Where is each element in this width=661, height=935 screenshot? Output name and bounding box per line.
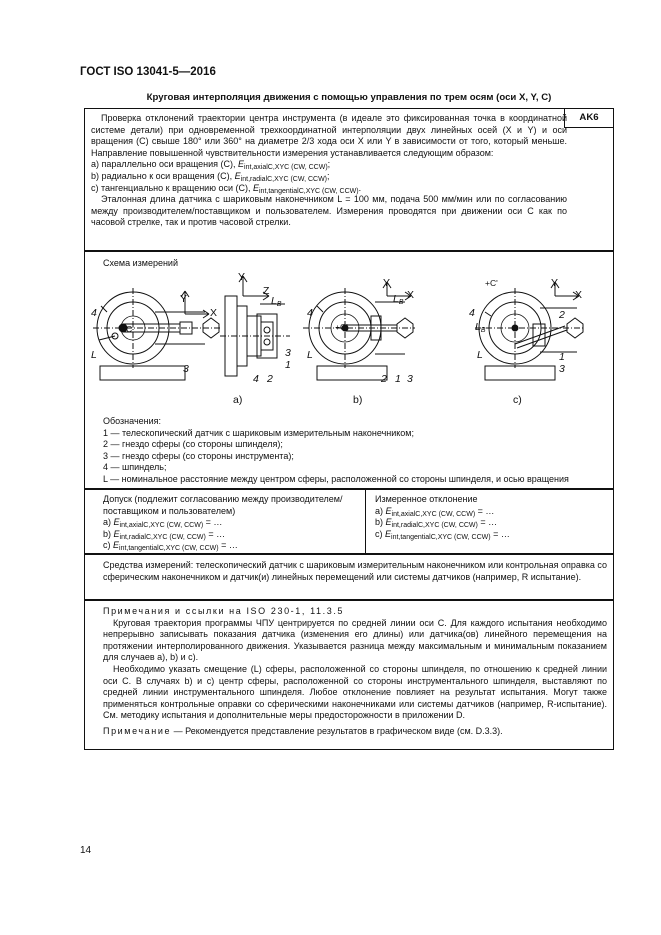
legend-item: L — номинальное расстояние между центром сферы, расположенной со стороны шпинделя, и осью вращения (103, 473, 569, 484)
legend-title: Обозначения: (103, 416, 162, 426)
diagram-box (84, 251, 614, 489)
label-1-b: 1 (395, 373, 401, 385)
tolerance-title: Допуск (подлежит согласованию между производителем/поставщиком и пользователем) (103, 494, 343, 516)
label-3-b: 3 (407, 373, 413, 385)
label-lb-c: $L_B$ (475, 321, 486, 334)
measured-item-c: c) $E_{int,tangentialC,XYC (CW, CCW)}$ = … (375, 528, 510, 541)
notes-para-2: Необходимо указать смещение (L) сферы, расположенной со стороны шпинделя, по отношению к средней линии оси C. В случаях b) и c) центр сферы, расположенной со стороны инструментального шпинделя, выставляют по средней линии инструментального шпинделя. Любое отклонение повлияет на результат испытания. Могут также применяться контрольные оправки со сферическими наконечниками или системы датчиков (например, R-испытание). См. методику испытания и дополнительные меры предосторожности в приложении D. (103, 663, 607, 721)
note-line (103, 726, 607, 738)
notes-para-1: Круговая траектория программы ЧПУ центрируется по средней линии оси C. Для каждого испытания необходимо непрерывно записывать показания датчика (изменения его длины) или датчика(ов) линейного перемещения на протяжении интерполированного движения. Указывается разница между максимальным и минимальным показанием для случаев a), b) и c). (103, 617, 607, 663)
direction-item-c: c) тангенциально к вращению оси (C), $E_{int,tangentialC,XYC (CW, CCW)}$. (91, 182, 362, 195)
label-4-c: 4 (469, 307, 475, 319)
label-3-a: 3 (183, 363, 189, 375)
notes-content (103, 606, 607, 738)
label-axis-x-c: X (575, 289, 583, 301)
figure-c-drawing (475, 282, 585, 380)
label-axis-y-b: Y (383, 277, 391, 289)
test-description (91, 113, 567, 229)
label-3-c: 3 (559, 363, 565, 375)
legend-item: 1 — телескопический датчик с шариковым измерительным наконечником; (103, 427, 414, 438)
measurement-diagram (85, 266, 613, 411)
label-4-b: 4 (307, 307, 313, 319)
note-label: Примечание (103, 725, 172, 736)
notes-heading: Примечания и ссылки на ISO 230-1, 11.3.5 (103, 606, 345, 616)
label-1-side: 1 (285, 359, 291, 371)
description-para: Проверка отклонений траектории центра инструмента (в идеале это фиксированная точка в координатной системе детали) при одновременной трехкоординатной интерполяции двух линейных осей (X и Y) и оси вращения (C) свыше 180° или 360° на диаметре 2/3 хода оси X или Y в зависимости от того, который меньше. Направление повышенной чувствительности измерения устанавливается следующим образом: (91, 113, 567, 158)
measured-item-b: b) $E_{int,radialC,XYC (CW, CCW)}$ = … (375, 517, 498, 530)
tolerance-item-c: c) $E_{int,tangentialC,XYC (CW, CCW)}$ = … (103, 540, 238, 553)
test-description-box (84, 108, 614, 251)
side-view-drawing (220, 276, 290, 376)
measured-column (375, 494, 605, 540)
label-l-b: L (307, 349, 313, 361)
legend-item: 4 — шпиндель; (103, 462, 167, 473)
label-c-a: +C' (121, 324, 134, 334)
column-divider (365, 490, 366, 553)
figure-a-drawing (93, 288, 220, 380)
label-4-side: 4 (253, 373, 259, 385)
label-axis-y-c: Y (551, 277, 559, 289)
label-4-a: 4 (91, 307, 97, 319)
label-axis-x-a: X (210, 307, 218, 319)
figure-label-a: a) (233, 394, 243, 406)
tolerance-item-b: b) $E_{int,radialC,XYC (CW, CCW)}$ = … (103, 528, 226, 541)
tolerance-box (84, 489, 614, 554)
label-1-c: 1 (559, 351, 565, 363)
label-l-c: L (477, 349, 483, 361)
label-c-c: +C' (485, 278, 498, 288)
label-2-c: 2 (559, 309, 565, 321)
label-c-b: +C' (335, 322, 348, 332)
diagram-legend (103, 416, 613, 486)
instruments-box (84, 554, 614, 600)
measured-title: Измеренное отклонение (375, 494, 478, 504)
diagram-title: Схема измерений (103, 258, 178, 268)
measured-item-a: a) $E_{int,axialC,XYC (CW, CCW)}$ = … (375, 505, 495, 518)
reference-length-para: Эталонная длина датчика с шариковым наконечником L = 100 мм, подача 500 мм/мин или по согласованию между производителем/поставщиком и пользователем. Измерения проводятся при движении оси C как по часовой стрелке, так и против часовой стрелки. (91, 194, 567, 228)
test-code: AK6 (564, 109, 613, 128)
label-2-side: 2 (267, 373, 273, 385)
tolerance-item-a: a) $E_{int,axialC,XYC (CW, CCW)}$ = … (103, 517, 223, 530)
legend-item: 3 — гнездо сферы (со стороны инструмента); (103, 450, 294, 461)
label-lb-side: $L_B$ (271, 295, 282, 308)
label-axis-y-side: Y (238, 271, 246, 283)
label-axis-x-b: X (407, 289, 415, 301)
label-2-b: 2 (381, 373, 387, 385)
notes-box (84, 600, 614, 750)
label-3-side: 3 (285, 347, 291, 359)
section-title: Круговая интерполяция движения с помощью управления по трем осям (оси X, Y, C) (146, 92, 552, 103)
document-header: ГОСТ ISO 13041-5—2016 (80, 66, 216, 78)
direction-item-b: b) радиально к оси вращения (C), $E_{int,radialC,XYC (CW, CCW)}$; (91, 170, 330, 183)
direction-item-a: a) параллельно оси вращения (C), $E_{int,axialC,XYC (CW, CCW)}$; (91, 159, 331, 172)
legend-item: 2 — гнездо сферы (со стороны шпинделя); (103, 439, 283, 450)
figure-label-c: c) (513, 394, 522, 406)
label-l-a: L (91, 349, 97, 361)
figure-label-b: b) (353, 394, 363, 406)
note-text: — Рекомендуется представление результатов в графическом виде (см. D.3.3). (171, 725, 503, 736)
instruments-text: Средства измерений: телескопический датчик с шариковым измерительным наконечником или контрольная оправка со сферическим наконечником и датчик(и) линейных перемещений или системы датчиков (например, R испытание). (103, 560, 607, 582)
page-number: 14 (80, 845, 92, 856)
tolerance-column (103, 494, 361, 552)
label-axis-z-side: Z (263, 285, 270, 297)
label-axis-y-a: Y (180, 293, 188, 305)
label-lb-b: $L_B$ (393, 293, 404, 306)
